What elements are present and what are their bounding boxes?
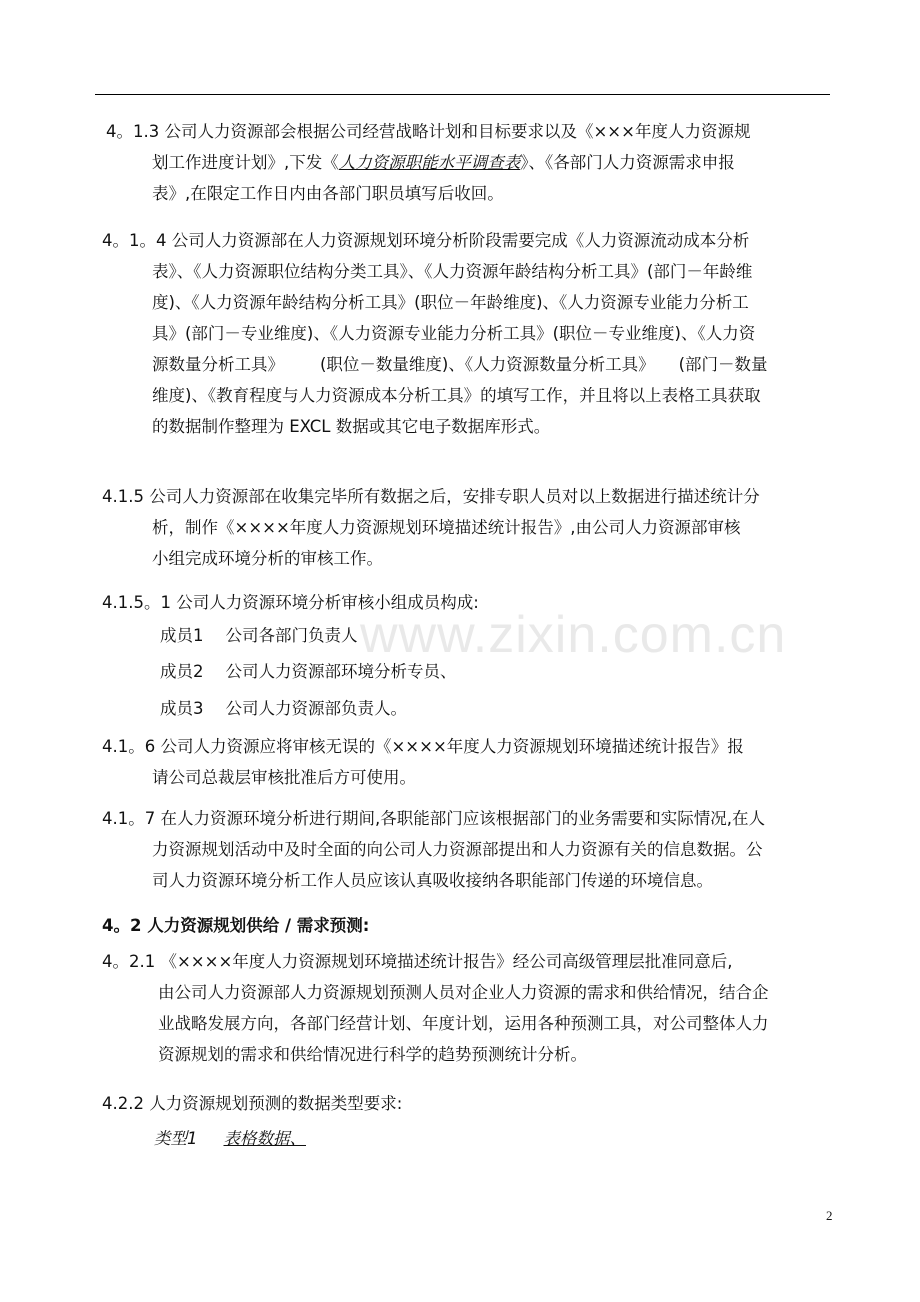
heading-text: 4。2 人力资源规划供给 / 需求预测:: [102, 916, 370, 935]
paragraph-4-1-7: [102, 803, 765, 896]
text-line: 析，制作《××××年度人力资源规划环境描述统计报告》,由公司人力资源部审核: [152, 518, 741, 537]
survey-form-title: 人力资源职能水平调查表: [338, 153, 521, 172]
type-text: 表格数据、: [223, 1129, 306, 1148]
text-line: 具》(部门－专业维度)、《人力资源专业能力分析工具》(职位－专业维度)、《人力资: [152, 324, 756, 343]
text-line: 表》、《人力资源职位结构分类工具》、《人力资源年龄结构分析工具》(部门－年龄维: [152, 262, 753, 281]
type-label: 类型1: [154, 1129, 198, 1148]
text-segment: (职位－数量维度)、《人力资源数量分析工具》: [320, 355, 655, 374]
type-1-line: [154, 1123, 306, 1154]
text-line: 小组完成环境分析的审核工作。: [152, 549, 383, 568]
paragraph-4-2-1: [102, 946, 769, 1070]
text-line: 请公司总裁层审核批准后方可使用。: [152, 768, 416, 787]
text-line: [106, 147, 750, 178]
text-line: 度)、《人力资源年龄结构分析工具》(职位－年龄维度)、《人力资源专业能力分析工: [152, 293, 749, 312]
text-line: [102, 349, 768, 380]
text-segment: (部门－数量: [678, 355, 768, 374]
member-text: 公司各部门负责人: [225, 626, 358, 645]
text-line: 4.1.5。1 公司人力资源环境分析审核小组成员构成:: [102, 593, 479, 612]
text-line: 4.2.2 人力资源规划预测的数据类型要求:: [102, 1094, 403, 1113]
text-line: 4.1。6 公司人力资源应将审核无误的《××××年度人力资源规划环境描述统计报告》报: [102, 737, 744, 756]
member-2: [160, 656, 457, 687]
text-line: 的数据制作整理为 EXCL 数据或其它电子数据库形式。: [152, 417, 551, 436]
member-text: 公司人力资源部环境分析专员、: [225, 662, 457, 681]
text-line: 4。2.1 《××××年度人力资源规划环境描述统计报告》经公司高级管理层批准同意后,: [102, 952, 733, 971]
member-label: 成员1: [160, 626, 204, 645]
text-line: 4.1。7 在人力资源环境分析进行期间,各职能部门应该根据部门的业务需要和实际情况,在人: [102, 809, 765, 828]
watermark: www.zixin.com.cn: [360, 606, 787, 664]
text-segment: 源数量分析工具》: [152, 355, 284, 374]
member-label: 成员2: [160, 662, 204, 681]
text-line: 4。1。4 公司人力资源部在人力资源规划环境分析阶段需要完成《人力资源流动成本分析: [102, 231, 750, 250]
paragraph-4-1-5-1: [102, 587, 479, 618]
page-number: 2: [826, 1208, 833, 1223]
paragraph-4-1-4: [102, 225, 768, 442]
text-segment: 划工作进度计划》,下发《: [152, 153, 339, 172]
text-line: 维度)、《教育程度与人力资源成本分析工具》的填写工作，并且将以上表格工具获取: [152, 386, 761, 405]
member-1: [160, 620, 358, 651]
paragraph-4-1-6: [102, 731, 744, 793]
text-line: 资源规划的需求和供给情况进行科学的趋势预测统计分析。: [158, 1045, 587, 1064]
paragraph-4-2-2: [102, 1088, 402, 1119]
header-rule: [95, 94, 830, 95]
member-text: 公司人力资源部负责人。: [225, 699, 407, 718]
text-line: 由公司人力资源部人力资源规划预测人员对企业人力资源的需求和供给情况，结合企: [158, 983, 769, 1002]
text-line: 4.1.5 公司人力资源部在收集完毕所有数据之后，安排专职人员对以上数据进行描述统计分: [102, 487, 760, 506]
text-line: 司人力资源环境分析工作人员应该认真吸收接纳各职能部门传递的环境信息。: [152, 871, 713, 890]
text-segment: 》、《各部门人力资源需求申报: [520, 153, 735, 172]
paragraph-4-1-3: [106, 116, 750, 209]
text-line: 力资源规划活动中及时全面的向公司人力资源部提出和人力资源有关的信息数据。公: [152, 840, 763, 859]
text-line: 4。1.3 公司人力资源部会根据公司经营战略计划和目标要求以及《×××年度人力资源规: [106, 122, 751, 141]
text-line: [154, 1123, 306, 1154]
text-line: 业战略发展方向，各部门经营计划、年度计划，运用各种预测工具，对公司整体人力: [158, 1014, 769, 1033]
text-line: 表》,在限定工作日内由各部门职员填写后收回。: [152, 184, 504, 203]
section-heading-4-2: [102, 910, 369, 941]
paragraph-4-1-5: [102, 481, 760, 574]
member-label: 成员3: [160, 699, 204, 718]
member-3: [160, 693, 407, 724]
